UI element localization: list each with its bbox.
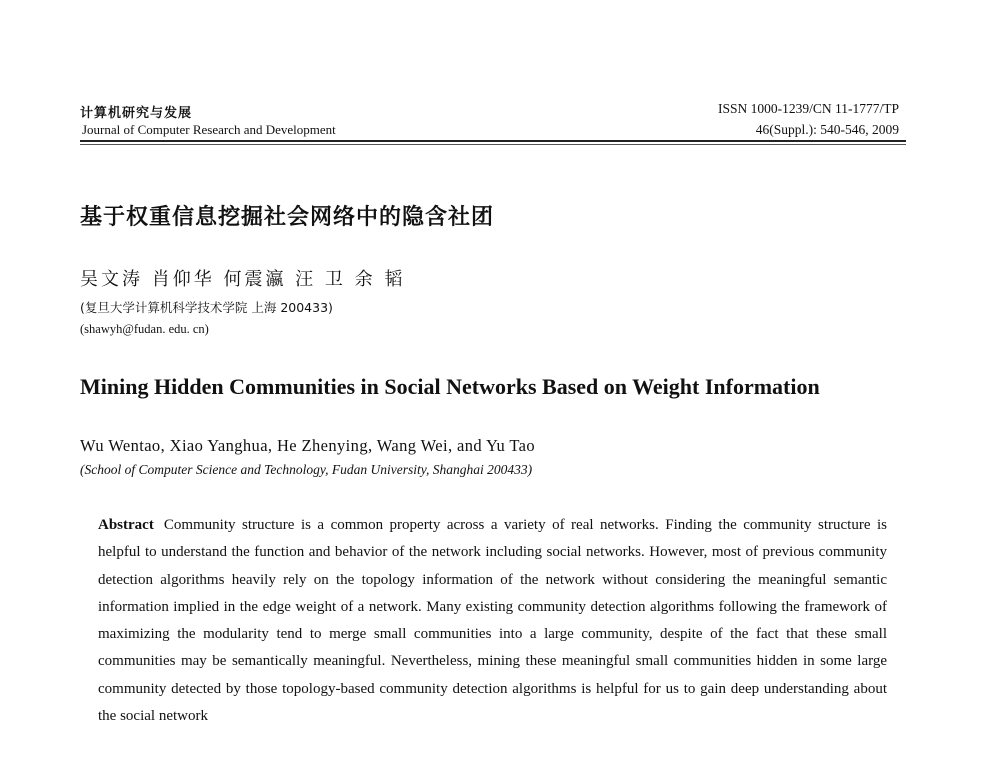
author-email: (shawyh@fudan. edu. cn) xyxy=(80,322,209,336)
affiliation-cn: (复旦大学计算机科学技术学院 上海 200433) xyxy=(80,300,333,315)
abstract-text: Community structure is a common property across a variety of real networks. Finding the community structure is helpful to understand the function and behavior of the network including social networks. However, most of previous community detection algorithms heavily rely on the topology information of the network without considering the meaningful semantic information implied in the edge weight of a network. Many existing community detection algorithms following the framework of maximizing the modularity tend to merge small communities into a large community, despite of the fact that these small communities may be semantically meaningful. Nevertheless, mining these meaningful small communities hidden in some large community detected by those topology-based community detection algorithms is helpful for us to gain deep understanding about the social network xyxy=(98,517,887,725)
journal-volume: 46(Suppl.): 540-546, 2009 xyxy=(755,122,899,137)
paper-title-cn: 基于权重信息挖掘社会网络中的隐含社团 xyxy=(80,205,495,230)
paper-title-en: Mining Hidden Communities in Social Networks Based on Weight Information xyxy=(80,374,820,399)
header-rule-thick xyxy=(80,140,906,142)
journal-name-en: Journal of Computer Research and Development xyxy=(82,122,336,137)
header-rule-thin xyxy=(80,144,906,145)
journal-name-cn: 计算机研究与发展 xyxy=(80,106,193,121)
journal-issn: ISSN 1000-1239/CN 11-1777/TP xyxy=(717,101,899,116)
abstract xyxy=(98,512,887,730)
authors-cn: 吴文涛 肖仰华 何震瀛 汪 卫 余 韬 xyxy=(80,269,406,290)
abstract-label: Abstract xyxy=(98,517,154,533)
affiliation-en: (School of Computer Science and Technology, Fudan University, Shanghai 200433) xyxy=(80,462,533,477)
authors-en: Wu Wentao, Xiao Yanghua, He Zhenying, Wang Wei, and Yu Tao xyxy=(80,436,536,455)
